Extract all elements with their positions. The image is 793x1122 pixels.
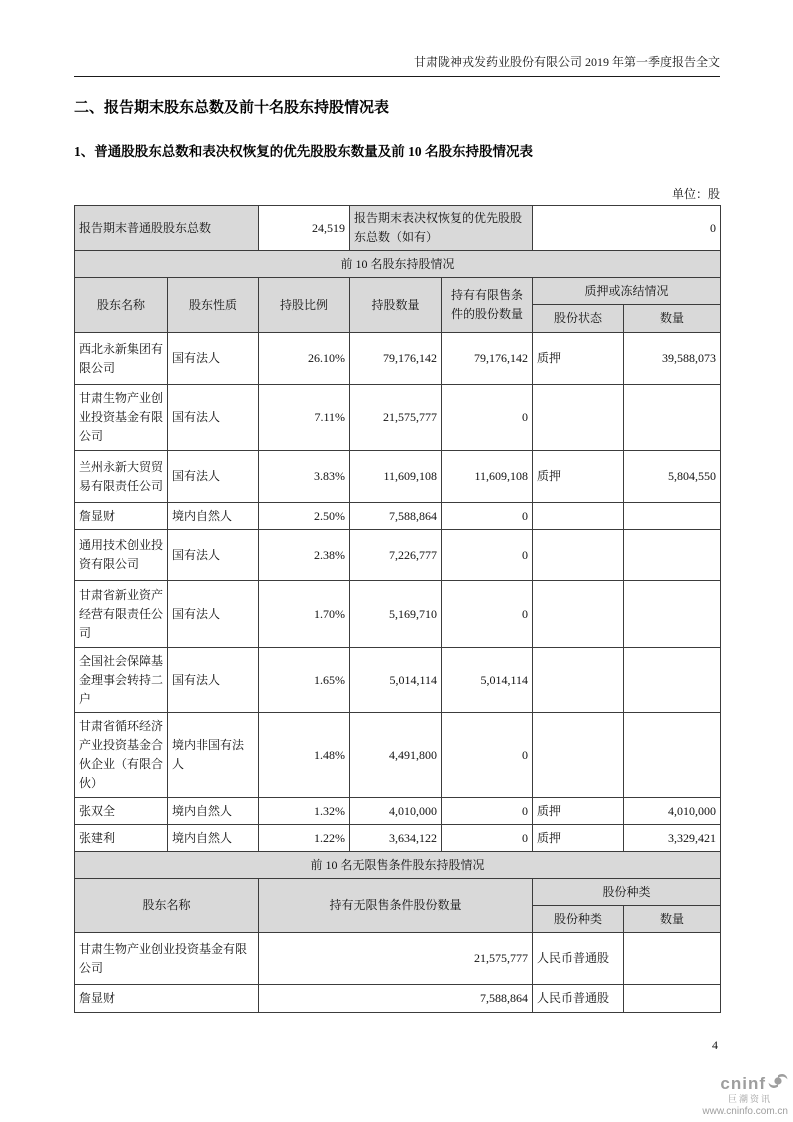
restricted-shares-cell: 0 xyxy=(442,503,533,530)
pledge-qty-cell: 5,804,550 xyxy=(624,451,721,503)
holding-ratio-cell: 3.83% xyxy=(259,451,350,503)
shareholder-nature-cell: 境内自然人 xyxy=(168,503,259,530)
subsection-heading: 1、普通股股东总数和表决权恢复的优先股股东数量及前 10 名股东持股情况表 xyxy=(74,144,533,159)
shares-held-cell: 4,010,000 xyxy=(350,798,442,825)
restricted-shares-cell: 0 xyxy=(442,581,533,648)
table-row xyxy=(75,985,721,1013)
shares-held-cell: 3,634,122 xyxy=(350,825,442,852)
header-shares-held: 持股数量 xyxy=(350,278,442,333)
holding-ratio-cell: 1.32% xyxy=(259,798,350,825)
restricted-shares-cell: 79,176,142 xyxy=(442,333,533,385)
pledge-qty-cell xyxy=(624,713,721,798)
shareholder-nature-cell: 国有法人 xyxy=(168,333,259,385)
holding-ratio-cell: 1.22% xyxy=(259,825,350,852)
header-shareholder-name: 股东名称 xyxy=(75,278,168,333)
unrestricted-qty-cell: 7,588,864 xyxy=(259,985,533,1013)
unrestricted-section-row xyxy=(75,852,721,879)
pledge-qty-cell xyxy=(624,530,721,581)
holding-ratio-cell: 7.11% xyxy=(259,385,350,451)
shareholder-nature-cell: 国有法人 xyxy=(168,530,259,581)
pledge-status-cell xyxy=(533,648,624,713)
holding-ratio-cell: 1.48% xyxy=(259,713,350,798)
pledge-qty-cell: 39,588,073 xyxy=(624,333,721,385)
restricted-shares-cell: 0 xyxy=(442,713,533,798)
pledge-status-cell xyxy=(533,530,624,581)
restricted-shares-cell: 0 xyxy=(442,798,533,825)
shareholder-nature-cell: 国有法人 xyxy=(168,581,259,648)
shareholder-name-cell: 詹显财 xyxy=(75,503,168,530)
header-pledge-qty: 数量 xyxy=(624,305,721,333)
shares-held-cell: 5,169,710 xyxy=(350,581,442,648)
header-share-count: 数量 xyxy=(624,906,721,933)
table-row xyxy=(75,451,721,503)
unrestricted-section-title-cell: 前 10 名无限售条件股东持股情况 xyxy=(75,852,721,879)
header-share-type: 股份种类 xyxy=(533,906,624,933)
table-row xyxy=(75,648,721,713)
cninfo-logo xyxy=(702,1072,788,1117)
shareholder-name-cell: 张建利 xyxy=(75,825,168,852)
unrestricted-qty-cell: 21,575,777 xyxy=(259,933,533,985)
shareholder-nature-cell: 国有法人 xyxy=(168,451,259,503)
table-row xyxy=(75,581,721,648)
ordinary-shareholders-value-cell: 24,519 xyxy=(259,206,350,251)
holding-ratio-cell: 1.70% xyxy=(259,581,350,648)
unit-label: 单位：股 xyxy=(671,187,720,201)
section-heading: 二、报告期末股东总数及前十名股东持股情况表 xyxy=(74,100,390,116)
shares-held-cell: 4,491,800 xyxy=(350,713,442,798)
shareholder-nature-cell: 国有法人 xyxy=(168,648,259,713)
cninfo-logo-caption: 巨潮资讯 xyxy=(727,1094,772,1104)
restricted-shares-cell: 11,609,108 xyxy=(442,451,533,503)
shares-held-cell: 7,588,864 xyxy=(350,503,442,530)
header-share-type-group: 股份种类 xyxy=(533,879,721,906)
shareholder-name-cell: 张双全 xyxy=(75,798,168,825)
shareholders-table xyxy=(74,205,721,1013)
cninfo-swirl-icon xyxy=(768,1072,788,1094)
pledge-qty-cell xyxy=(624,581,721,648)
table-row xyxy=(75,385,721,451)
unrestricted-name-cell: 甘肃生物产业创业投资基金有限公司 xyxy=(75,933,259,985)
pledge-qty-cell xyxy=(624,648,721,713)
summary-row xyxy=(75,206,721,251)
share-type-cell: 人民币普通股 xyxy=(533,933,624,985)
header-shareholder-nature: 股东性质 xyxy=(168,278,259,333)
table-row xyxy=(75,503,721,530)
shareholder-nature-cell: 国有法人 xyxy=(168,385,259,451)
shares-held-cell: 5,014,114 xyxy=(350,648,442,713)
table-row xyxy=(75,530,721,581)
header-unrestricted-name: 股东名称 xyxy=(75,879,259,933)
cninfo-logo-text: cninf xyxy=(720,1073,766,1093)
page-number: 4 xyxy=(712,1038,718,1052)
table-row xyxy=(75,713,721,798)
pledge-status-cell xyxy=(533,581,624,648)
shareholder-name-cell: 全国社会保障基金理事会转持二户 xyxy=(75,648,168,713)
preferred-shareholders-label-cell: 报告期末表决权恢复的优先股股东总数（如有） xyxy=(350,206,533,251)
header-pledge-group: 质押或冻结情况 xyxy=(533,278,721,305)
shareholder-name-cell: 通用技术创业投资有限公司 xyxy=(75,530,168,581)
share-type-cell: 人民币普通股 xyxy=(533,985,624,1013)
doc-header-title: 甘肃陇神戎发药业股份有限公司 2019 年第一季度报告全文 xyxy=(74,0,720,77)
pledge-status-cell xyxy=(533,713,624,798)
shareholder-nature-cell: 境内非国有法人 xyxy=(168,713,259,798)
table-row xyxy=(75,798,721,825)
unrestricted-name-cell: 詹显财 xyxy=(75,985,259,1013)
holding-ratio-cell: 2.38% xyxy=(259,530,350,581)
ordinary-shareholders-label-cell: 报告期末普通股股东总数 xyxy=(75,206,259,251)
shares-held-cell: 21,575,777 xyxy=(350,385,442,451)
pledge-qty-cell xyxy=(624,503,721,530)
table-row xyxy=(75,333,721,385)
pledge-status-cell: 质押 xyxy=(533,451,624,503)
unrestricted-header-row-1 xyxy=(75,879,721,906)
top10-header-row-1 xyxy=(75,278,721,305)
restricted-shares-cell: 0 xyxy=(442,385,533,451)
top10-section-title-cell: 前 10 名股东持股情况 xyxy=(75,251,721,278)
table-row xyxy=(75,933,721,985)
cninfo-logo-url: www.cninfo.com.cn xyxy=(702,1106,788,1117)
pledge-status-cell xyxy=(533,503,624,530)
shares-held-cell: 11,609,108 xyxy=(350,451,442,503)
pledge-status-cell xyxy=(533,385,624,451)
share-count-cell xyxy=(624,933,721,985)
share-count-cell xyxy=(624,985,721,1013)
holding-ratio-cell: 2.50% xyxy=(259,503,350,530)
shareholder-name-cell: 兰州永新大贸贸易有限责任公司 xyxy=(75,451,168,503)
pledge-qty-cell: 3,329,421 xyxy=(624,825,721,852)
shareholder-name-cell: 西北永新集团有限公司 xyxy=(75,333,168,385)
shares-held-cell: 7,226,777 xyxy=(350,530,442,581)
holding-ratio-cell: 1.65% xyxy=(259,648,350,713)
pledge-qty-cell xyxy=(624,385,721,451)
header-unrestricted-qty: 持有无限售条件股份数量 xyxy=(259,879,533,933)
table-row xyxy=(75,825,721,852)
shareholder-name-cell: 甘肃省循环经济产业投资基金合伙企业（有限合伙） xyxy=(75,713,168,798)
holding-ratio-cell: 26.10% xyxy=(259,333,350,385)
shareholder-name-cell: 甘肃生物产业创业投资基金有限公司 xyxy=(75,385,168,451)
pledge-status-cell: 质押 xyxy=(533,333,624,385)
header-pledge-status: 股份状态 xyxy=(533,305,624,333)
header-holding-ratio: 持股比例 xyxy=(259,278,350,333)
shareholder-nature-cell: 境内自然人 xyxy=(168,798,259,825)
shareholder-nature-cell: 境内自然人 xyxy=(168,825,259,852)
pledge-status-cell: 质押 xyxy=(533,825,624,852)
restricted-shares-cell: 0 xyxy=(442,825,533,852)
top10-section-row xyxy=(75,251,721,278)
shareholder-name-cell: 甘肃省新业资产经营有限责任公司 xyxy=(75,581,168,648)
restricted-shares-cell: 5,014,114 xyxy=(442,648,533,713)
header-restricted-shares: 持有有限售条件的股份数量 xyxy=(442,278,533,333)
restricted-shares-cell: 0 xyxy=(442,530,533,581)
pledge-qty-cell: 4,010,000 xyxy=(624,798,721,825)
pledge-status-cell: 质押 xyxy=(533,798,624,825)
shares-held-cell: 79,176,142 xyxy=(350,333,442,385)
preferred-shareholders-value-cell: 0 xyxy=(533,206,721,251)
